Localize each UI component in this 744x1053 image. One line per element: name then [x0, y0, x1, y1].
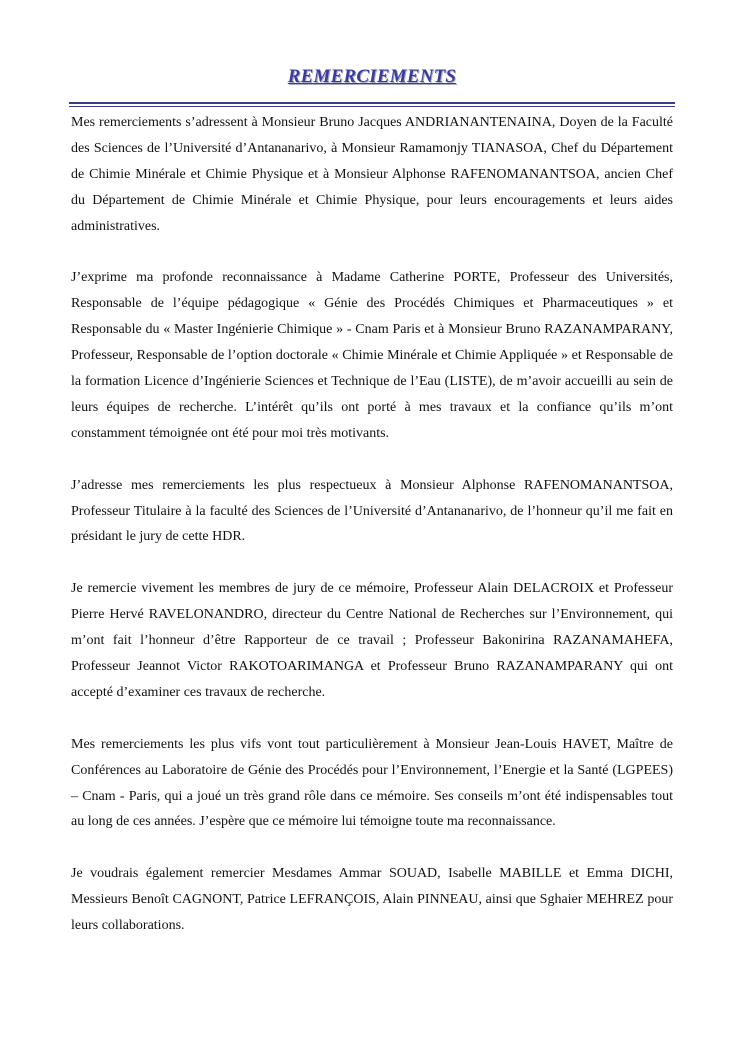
page-title: REMERCIEMENTS	[287, 66, 457, 87]
paragraph-collaborators: Je voudrais également remercier Mesdames Ammar SOUAD, Isabelle MABILLE et Emma DICHI, Messieurs Benoît CAGNONT, Patrice LEFRANÇOIS, Alain PINNEAU, ainsi que Sghaier MEHREZ pour leurs collaborations.	[71, 866, 673, 934]
acknowledgements-body	[71, 110, 673, 965]
paragraph-jury-president: J’adresse mes remerciements les plus respectueux à Monsieur Alphonse RAFENOMANANTSOA, Professeur Titulaire à la faculté des Sciences de l’Université d’Antananarivo, de l’honneur qu’il me fait en présidant le jury de cette HDR.	[71, 477, 673, 545]
paragraph-jury-members: Je remercie vivement les membres de jury de ce mémoire, Professeur Alain DELACROIX et Professeur Pierre Hervé RAVELONANDRO, directeur du Centre National de Recherches sur l’Environnement, qui m’ont fait l’honneur d’être Rapporteur de ce travail ; Professeur Bakonirina RAZANAMAHEFA, Professeur Jeannot Victor RAKOTOARIMANGA et Professeur Bruno RAZANAMPARANY qui ont accepté d’examiner ces travaux de recherche.	[71, 581, 673, 700]
paragraph-research-teams: J’exprime ma profonde reconnaissance à Madame Catherine PORTE, Professeur des Universités, Responsable de l’équipe pédagogique « Génie des Procédés Chimiques et Pharmaceutiques » et Responsable du « Master Ingénierie Chimique » - Cnam Paris et à Monsieur Bruno RAZANAMPARANY, Professeur, Responsable de l’option doctorale « Chimie Minérale et Chimie Appliquée » et Responsable de la formation Licence d’Ingénierie Sciences et Technique de l’Eau (LISTE), de m’avoir accueilli au sein de leurs équipes de recherche. L’intérêt qu’ils ont porté à mes travaux et la confiance qu’ils m’ont constamment témoignée ont été pour moi très motivants.	[71, 270, 673, 441]
title-rule-thin	[69, 106, 675, 107]
paragraph-advisor: Mes remerciements les plus vifs vont tout particulièrement à Monsieur Jean-Louis HAVET, Maître de Conférences au Laboratoire de Génie des Procédés pour l’Environnement, l’Energie et la Santé (LGPEES) – Cnam - Paris, qui a joué un très grand rôle dans ce mémoire. Ses conseils m’ont été indispensables tout au long de ces années. J’espère que ce mémoire lui témoigne toute ma reconnaissance.	[71, 736, 673, 830]
paragraph-administration: Mes remerciements s’adressent à Monsieur Bruno Jacques ANDRIANANTENAINA, Doyen de la Faculté des Sciences de l’Université d’Antananarivo, à Monsieur Ramamonjy TIANASOA, Chef du Département de Chimie Minérale et Chimie Physique et à Monsieur Alphonse RAFENOMANANTSOA, ancien Chef du Département de Chimie Minérale et Chimie Physique, pour leurs encouragements et leurs aides administratives.	[71, 115, 673, 234]
title-rule-thick	[69, 102, 675, 104]
